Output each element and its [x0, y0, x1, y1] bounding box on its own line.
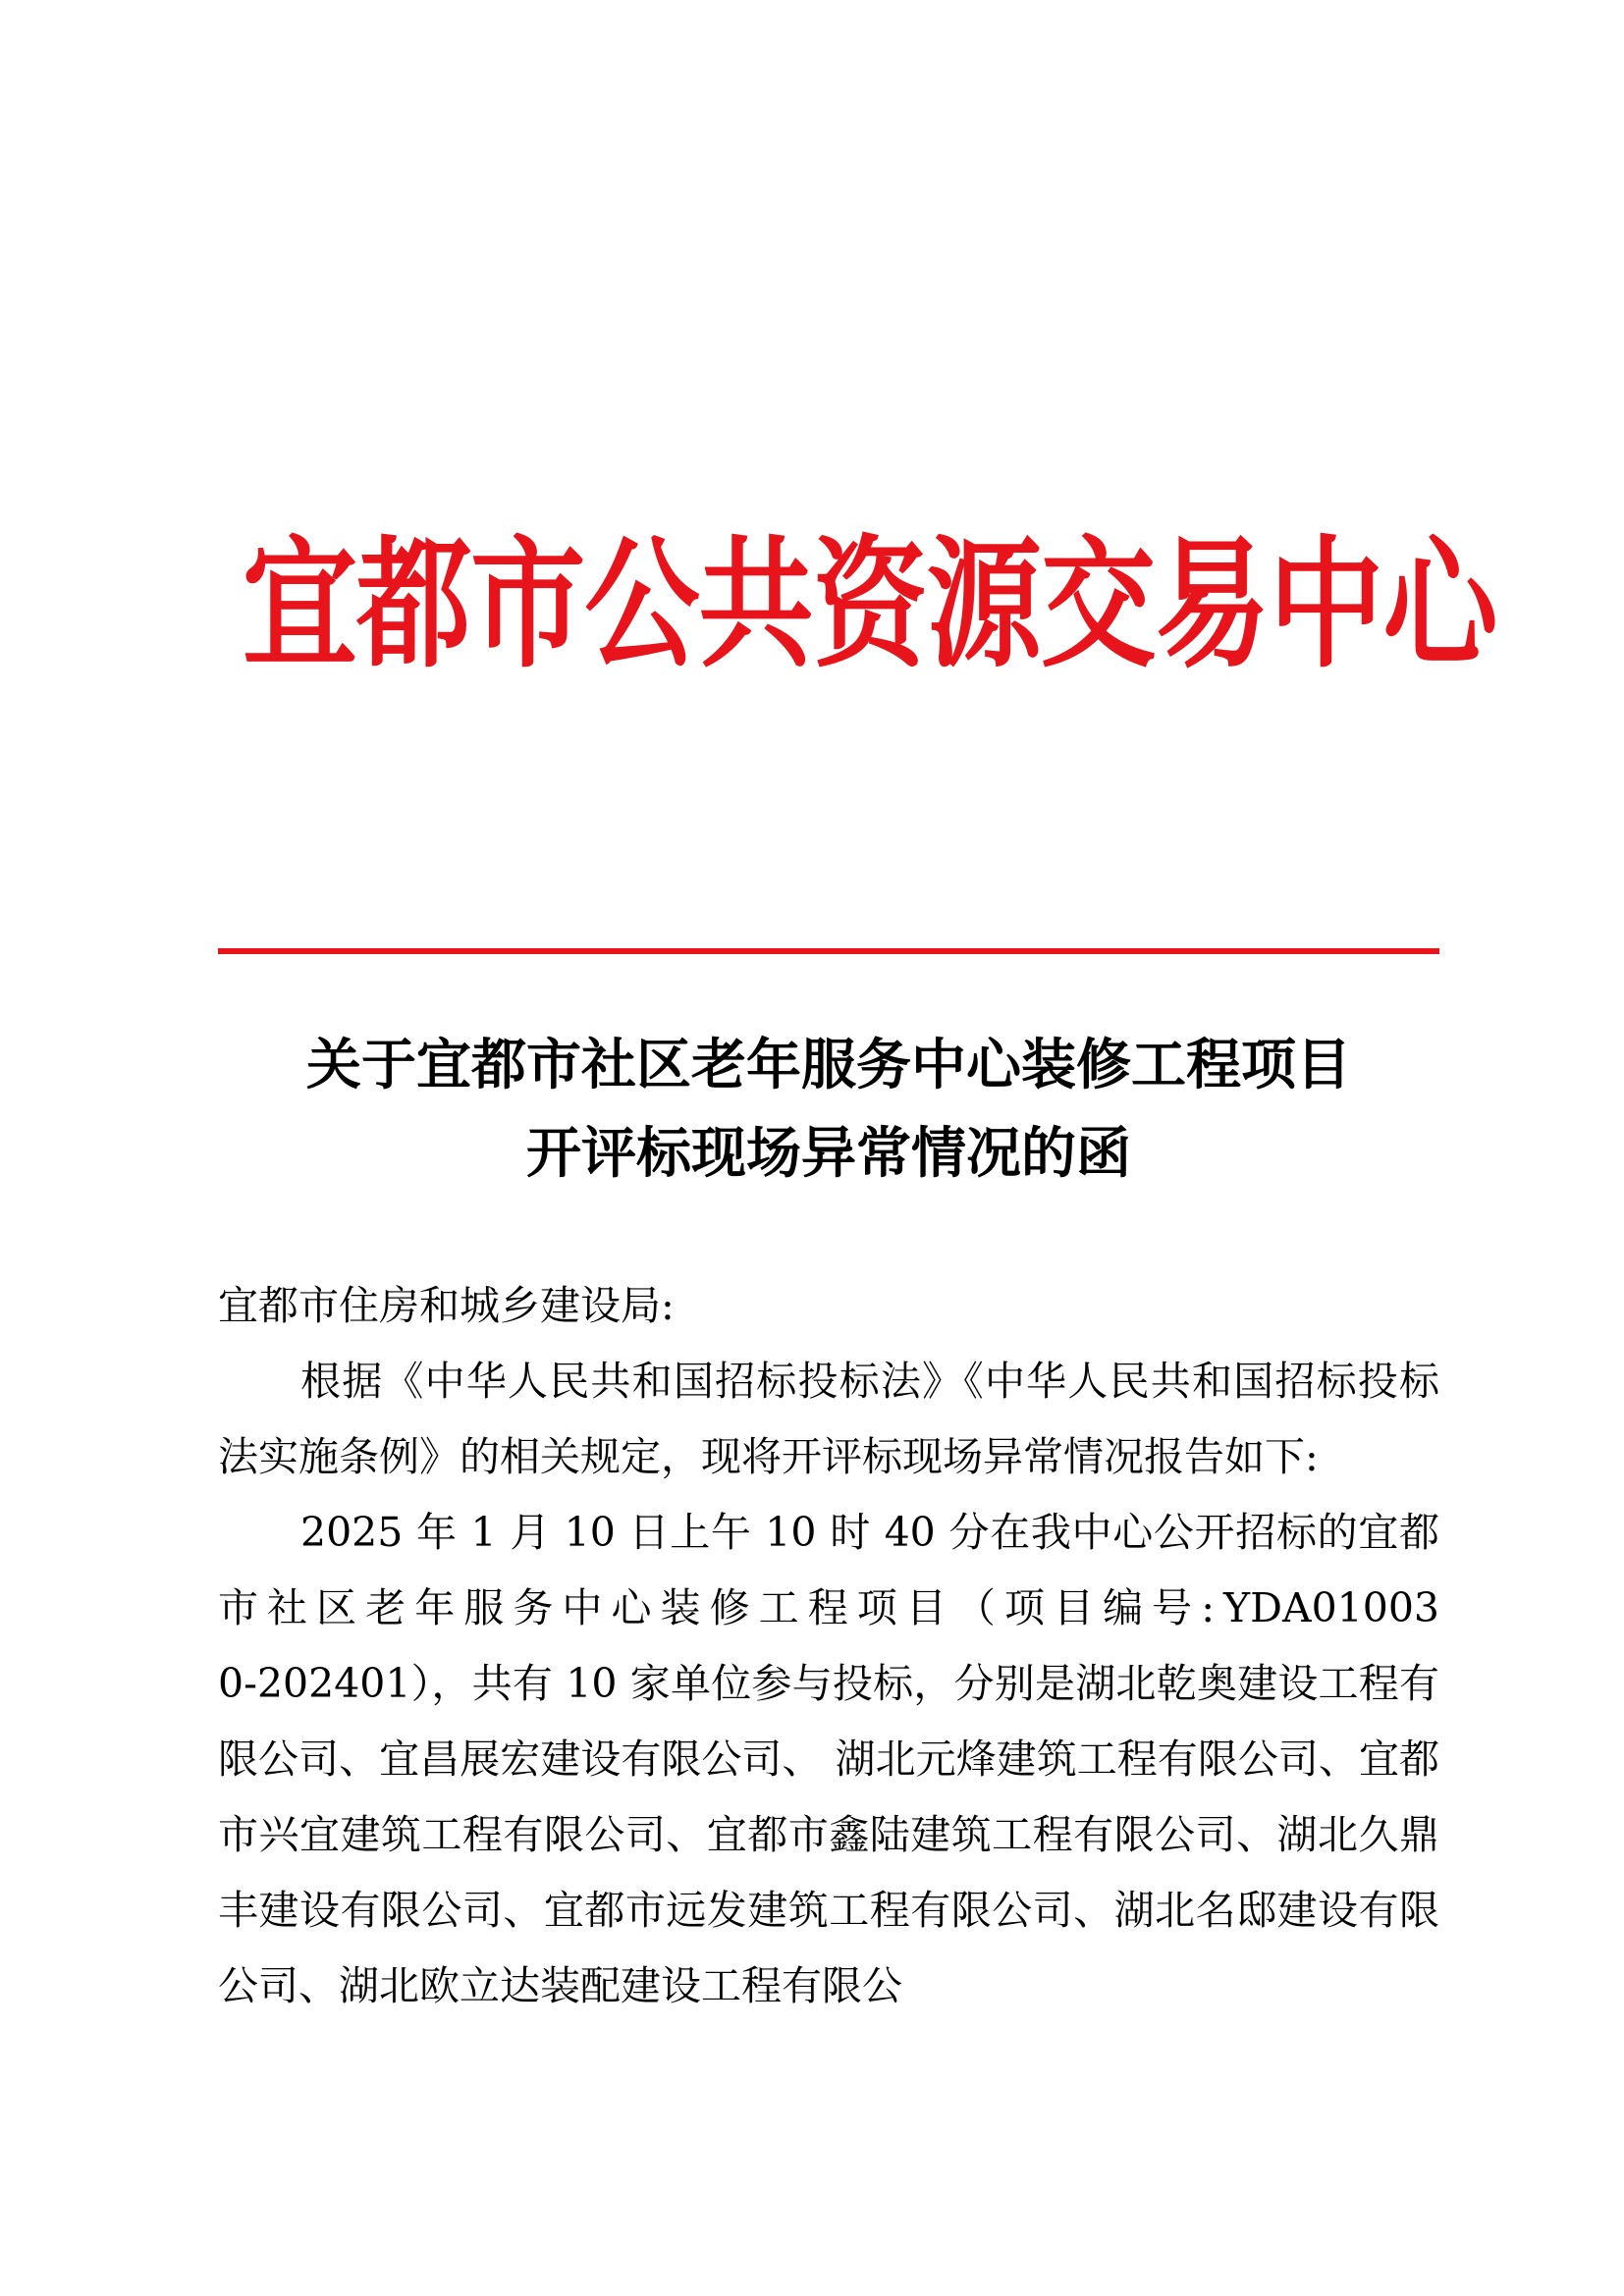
paragraph-legal-basis: 根据《中华人民共和国招标投标法》《中华人民共和国招标投标法实施条例》的相关规定，现将开评标现场异常情况报告如下:: [218, 1358, 1439, 1480]
bidders-list-text: YDA010030-202401），共有 10 家单位参与投标，分别是湖北乾奥建设工程有限公司、宜昌展宏建设有限公司、 湖北元烽建筑工程有限公司、宜都市兴宜建筑工程有限公司、宜都市鑫陆建筑工程有限公司、湖北久鼎丰建设有限公司、宜都市远发建筑工程有限公司、湖北名邸建设有限公司、湖北欧立达装配建设工程有限公: [218, 1584, 1439, 2009]
bidding-time-text: 2025 年 1 月 10 日上午 10 时 40 分在我中心公开招标的宜都: [300, 1509, 1439, 1556]
title-line-1: 关于宜都市社区老年服务中心装修工程项目: [306, 1033, 1351, 1097]
project-name-text: 市社区老年服务中心装修工程项目（项目编号:: [218, 1584, 1224, 1631]
addressee: 宜都市住房和城乡建设局:: [218, 1282, 675, 1329]
red-divider-rule: [218, 948, 1439, 954]
document-title: [218, 1021, 1439, 1198]
title-line-2: 开评标现场异常情况的函: [526, 1121, 1131, 1186]
paragraph-bidding-details: [218, 1495, 1439, 2024]
masthead-organization-name: 宜都市公共资源交易中心: [242, 520, 1497, 687]
document-body: [218, 1268, 1439, 2024]
